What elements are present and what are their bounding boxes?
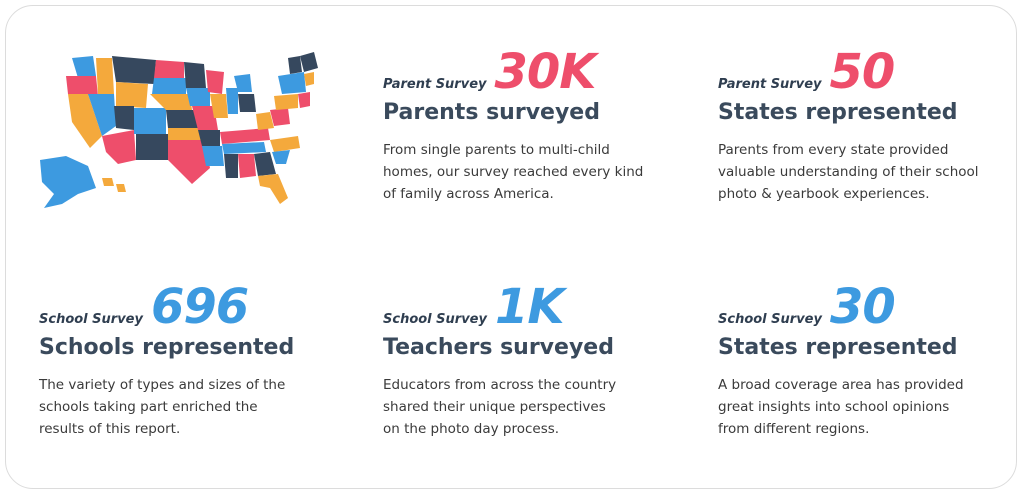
- stat-teachers-surveyed: [383, 281, 616, 440]
- stat-description: A broad coverage area has provided great insights into school opinions from different regions.: [718, 377, 964, 437]
- survey-stats-card: [5, 5, 1017, 489]
- stat-headline: Schools represented: [39, 335, 295, 360]
- stat-description: Educators from across the country shared their unique perspectives on the photo day process.: [383, 377, 617, 437]
- stat-value: 1K: [494, 279, 564, 335]
- stat-value: 30: [829, 279, 895, 335]
- usa-map-icon: [38, 48, 320, 216]
- stat-kicker: School Survey: [383, 312, 487, 327]
- stat-value: 30K: [494, 44, 596, 100]
- stat-headline: States represented: [718, 335, 958, 360]
- stat-description: Parents from every state provided valuable understanding of their school photo & yearbook experiences.: [718, 142, 979, 202]
- stat-headline: Teachers surveyed: [383, 335, 614, 360]
- stat-headline: States represented: [718, 100, 958, 125]
- stat-parents-surveyed: [383, 46, 643, 205]
- stat-value: 50: [829, 44, 895, 100]
- stat-description: From single parents to multi-child homes, our survey reached every kind of family across America.: [383, 142, 644, 202]
- stat-kicker: Parent Survey: [718, 77, 822, 92]
- stat-description: The variety of types and sizes of the schools taking part enriched the results of this report.: [39, 377, 286, 437]
- stat-kicker: School Survey: [39, 312, 143, 327]
- stat-value: 696: [150, 279, 249, 335]
- stat-headline: Parents surveyed: [383, 100, 600, 125]
- stat-parent-states-represented: [718, 46, 979, 205]
- stat-school-states-represented: [718, 281, 964, 440]
- stat-kicker: School Survey: [718, 312, 822, 327]
- stat-kicker: Parent Survey: [383, 77, 487, 92]
- stat-schools-represented: [39, 281, 294, 440]
